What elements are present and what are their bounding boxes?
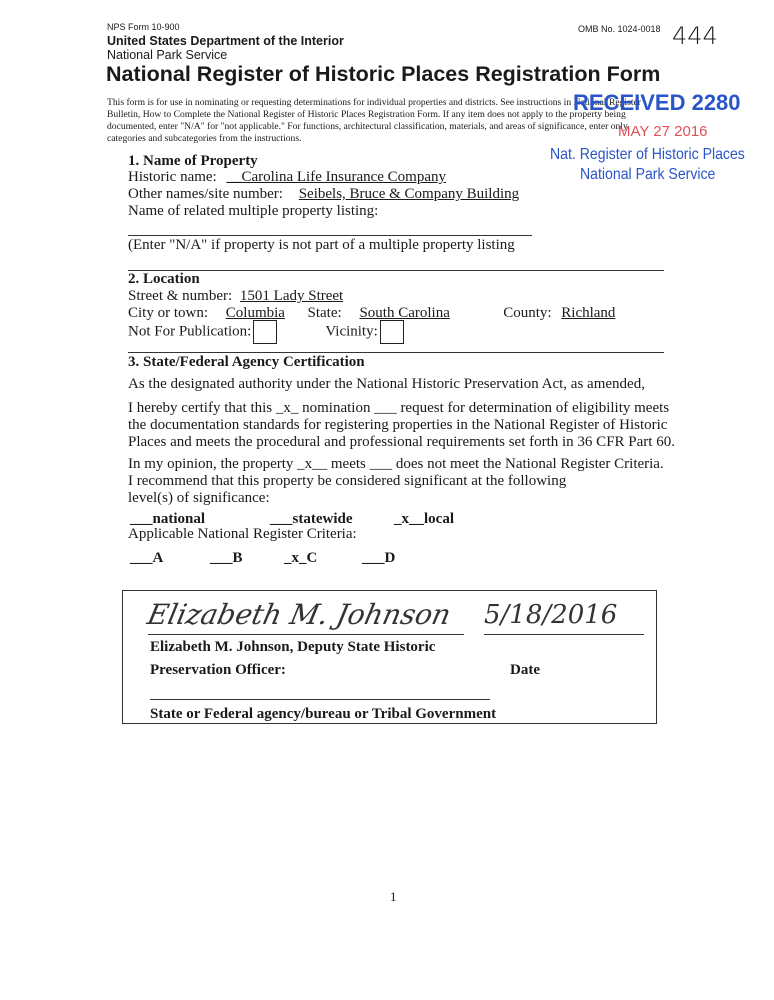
level-local: _x__local <box>394 511 454 527</box>
signature: Elizabeth M. Johnson <box>144 598 454 631</box>
historic-name-value: __Carolina Life Insurance Company <box>226 169 446 185</box>
agency-label: State or Federal agency/bureau or Tribal Government <box>150 706 497 722</box>
historic-name-row: Historic name: __Carolina Life Insurance Company <box>128 169 626 186</box>
handwritten-number: 444 <box>672 22 718 50</box>
level-statewide: ___statewide <box>270 511 353 527</box>
page-title: National Register of Historic Places Registration Form <box>106 62 661 86</box>
certify-text: I hereby certify that this _x_ nomination ___ request for determination of eligibility meets the documentation standards for registering properties in the National Register of Historic Places and meets the procedural and professional requirements set forth in 36 CFR Part 60. <box>128 400 675 450</box>
other-names-row: Other names/site number: Seibels, Bruce & Company Building <box>128 186 674 203</box>
section3-heading: 3. State/Federal Agency Certification <box>128 354 365 370</box>
criteria-label: Applicable National Register Criteria: <box>128 526 357 542</box>
form-number: NPS Form 10-900 <box>107 22 180 32</box>
date-label: Date <box>510 662 540 678</box>
criteria-d: ___D <box>362 550 396 566</box>
signer-title: Elizabeth M. Johnson, Deputy State Historic <box>150 639 436 655</box>
criteria-a: ___A <box>130 550 164 566</box>
register-stamp-line1: Nat. Register of Historic Places <box>550 146 745 163</box>
intro-text: This form is for use in nominating or requesting determinations for individual properties and districts. See instructions in National Register Bulletin, How to Complete the National Register of Historic Places Registration Form. If any item does not apply to the property being documented, enter "N/A" for "not applicable." For functions, architectural classification, materials, and areas of significance, enter only categories and subcategories from the instructions. <box>107 97 641 144</box>
other-names-value: Seibels, Bruce & Company Building <box>298 186 520 202</box>
publication-row: Not For Publication: Vicinity: <box>128 320 404 344</box>
criteria-c: _x_C <box>284 550 318 566</box>
city-row: City or town: Columbia State: South Carolina County: Richland <box>128 305 616 321</box>
department: United States Department of the Interior <box>107 34 344 48</box>
level-national: ___national <box>130 511 206 527</box>
page-number: 1 <box>390 889 397 904</box>
signature-date: 5/18/2016 <box>484 600 618 630</box>
not-for-publication-checkbox[interactable] <box>253 320 277 344</box>
signer-title-2: Preservation Officer: <box>150 662 286 678</box>
date-stamp: MAY 27 2016 <box>618 123 708 140</box>
multiple-listing-label: Name of related multiple property listing: <box>128 203 379 219</box>
service: National Park Service <box>107 48 228 62</box>
opinion-text: In my opinion, the property _x__ meets ___ does not meet the National Register Criteria. I recommend that this property be considered significant at the following level(s) of significance: <box>128 456 664 506</box>
street-row: Street & number: 1501 Lady Street <box>128 288 344 304</box>
vicinity-checkbox[interactable] <box>380 320 404 344</box>
section1-heading: 1. Name of Property <box>128 153 258 169</box>
na-note: (Enter "N/A" if property is not part of a multiple property listing <box>128 237 515 253</box>
section2-heading: 2. Location <box>128 271 200 287</box>
criteria-b: ___B <box>210 550 243 566</box>
omb-number: OMB No. 1024-0018 <box>578 24 661 34</box>
authority-text: As the designated authority under the National Historic Preservation Act, as amended, <box>128 376 645 392</box>
register-stamp-line2: National Park Service <box>580 166 716 183</box>
received-stamp: RECEIVED 2280 <box>573 90 741 115</box>
